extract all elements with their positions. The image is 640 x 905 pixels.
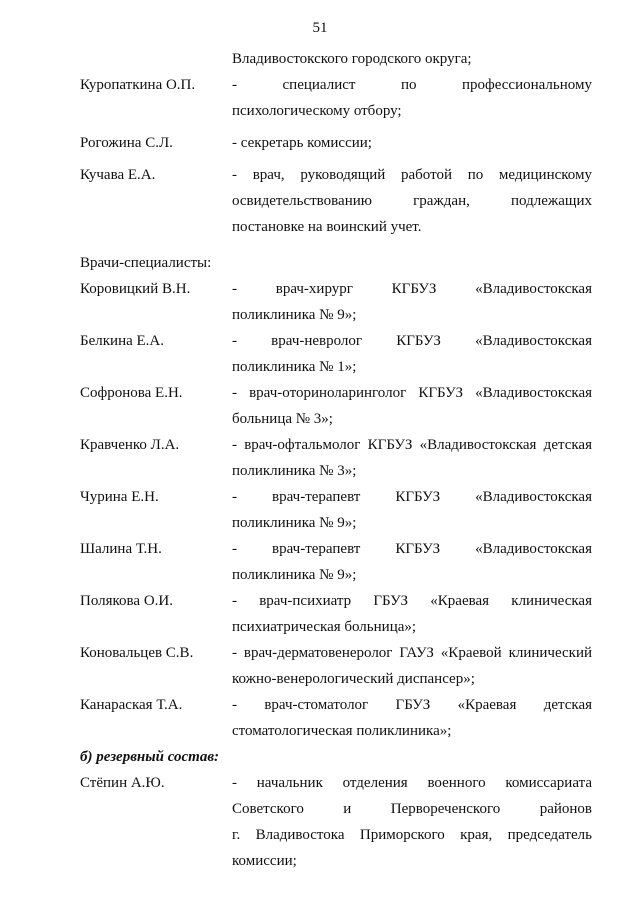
role-description xyxy=(232,328,592,380)
members-list xyxy=(80,72,592,246)
specialist-row xyxy=(80,640,592,692)
role-line: поликлиника № 9»; xyxy=(232,307,357,323)
role-line: - врач-офтальмолог КГБУЗ «Владивостокская детская xyxy=(232,437,592,453)
specialist-row xyxy=(80,432,592,484)
role-description xyxy=(232,536,592,588)
role-description xyxy=(232,770,592,874)
role-line: поликлиника № 9»; xyxy=(232,567,357,583)
role-line: больница № 3»; xyxy=(232,411,333,427)
role-description xyxy=(232,162,592,240)
role-line: поликлиника № 1»; xyxy=(232,359,357,375)
role-line: комиссии; xyxy=(232,853,297,869)
role-line: - врач-невролог КГБУЗ «Владивостокская xyxy=(232,333,592,349)
role-line: - секретарь комиссии; xyxy=(232,135,372,151)
role-line: г. Владивостока Приморского края, председатель xyxy=(232,827,592,843)
role-line: стоматологическая поликлиника»; xyxy=(232,723,452,739)
role-line: кожно-венерологический диспансер»; xyxy=(232,671,475,687)
person-name: Куропаткина О.П. xyxy=(80,77,196,93)
role-line: поликлиника № 9»; xyxy=(232,515,357,531)
commission-list xyxy=(80,46,592,874)
member-row xyxy=(80,130,592,156)
specialist-row xyxy=(80,588,592,640)
role-line: психиатрическая больница»; xyxy=(232,619,417,635)
specialist-row xyxy=(80,536,592,588)
role-line: - врач-терапевт КГБУЗ «Владивостокская xyxy=(232,489,592,505)
specialist-row xyxy=(80,484,592,536)
person-name: Стёпин А.Ю. xyxy=(80,775,165,791)
member-row xyxy=(80,162,592,240)
role-description xyxy=(232,380,592,432)
role-line: - врач-стоматолог ГБУЗ «Краевая детская xyxy=(232,697,592,713)
role-line: поликлиника № 3»; xyxy=(232,463,357,479)
role-line: - начальник отделения военного комиссариата xyxy=(232,775,592,791)
person-name: Коровицкий В.Н. xyxy=(80,281,191,297)
person-name: Рогожина С.Л. xyxy=(80,135,173,151)
person-name: Кучава Е.А. xyxy=(80,167,156,183)
role-line: психологическому отбору; xyxy=(232,103,402,119)
person-name: Полякова О.И. xyxy=(80,593,174,609)
page-number: 51 xyxy=(312,20,328,36)
specialist-row xyxy=(80,692,592,744)
role-description xyxy=(232,276,592,328)
person-name: Шалина Т.Н. xyxy=(80,541,162,557)
person-name: Софронова Е.Н. xyxy=(80,385,183,401)
role-line: - специалист по профессиональному xyxy=(232,77,592,93)
person-name: Чурина Е.Н. xyxy=(80,489,159,505)
person-name: Коновальцев С.В. xyxy=(80,645,194,661)
reserve-row xyxy=(80,770,592,874)
reserve-heading: б) резервный состав: xyxy=(80,749,220,765)
role-line: освидетельствованию граждан, подлежащих xyxy=(232,193,592,209)
specialist-row xyxy=(80,328,592,380)
role-description xyxy=(232,640,592,692)
role-description xyxy=(232,588,592,640)
role-description xyxy=(232,692,592,744)
role-line: - врач, руководящий работой по медицинскому xyxy=(232,167,592,183)
role-line: - врач-хирург КГБУЗ «Владивостокская xyxy=(232,281,592,297)
specialist-row xyxy=(80,276,592,328)
role-line: - врач-оториноларинголог КГБУЗ «Владивостокская xyxy=(232,385,592,401)
role-description xyxy=(232,130,592,156)
person-name: Кравченко Л.А. xyxy=(80,437,180,453)
person-name: Канараская Т.А. xyxy=(80,697,183,713)
role-line: - врач-психиатр ГБУЗ «Краевая клиническая xyxy=(232,593,592,609)
role-description xyxy=(232,72,592,124)
member-row xyxy=(80,72,592,124)
role-line: - врач-дерматовенеролог ГАУЗ «Краевой клинический xyxy=(232,645,592,661)
role-description xyxy=(232,432,592,484)
role-line: постановке на воинский учет. xyxy=(232,219,422,235)
intro-row xyxy=(80,46,592,72)
intro-line: Владивостокского городского округа; xyxy=(232,51,472,67)
specialists-heading: Врачи-специалисты: xyxy=(80,255,212,271)
specialist-row xyxy=(80,380,592,432)
specialists-list xyxy=(80,276,592,744)
role-description xyxy=(232,484,592,536)
reserve-list xyxy=(80,770,592,874)
role-line: Советского и Первореченского районов xyxy=(232,801,592,817)
person-name: Белкина Е.А. xyxy=(80,333,165,349)
role-line: - врач-терапевт КГБУЗ «Владивостокская xyxy=(232,541,592,557)
